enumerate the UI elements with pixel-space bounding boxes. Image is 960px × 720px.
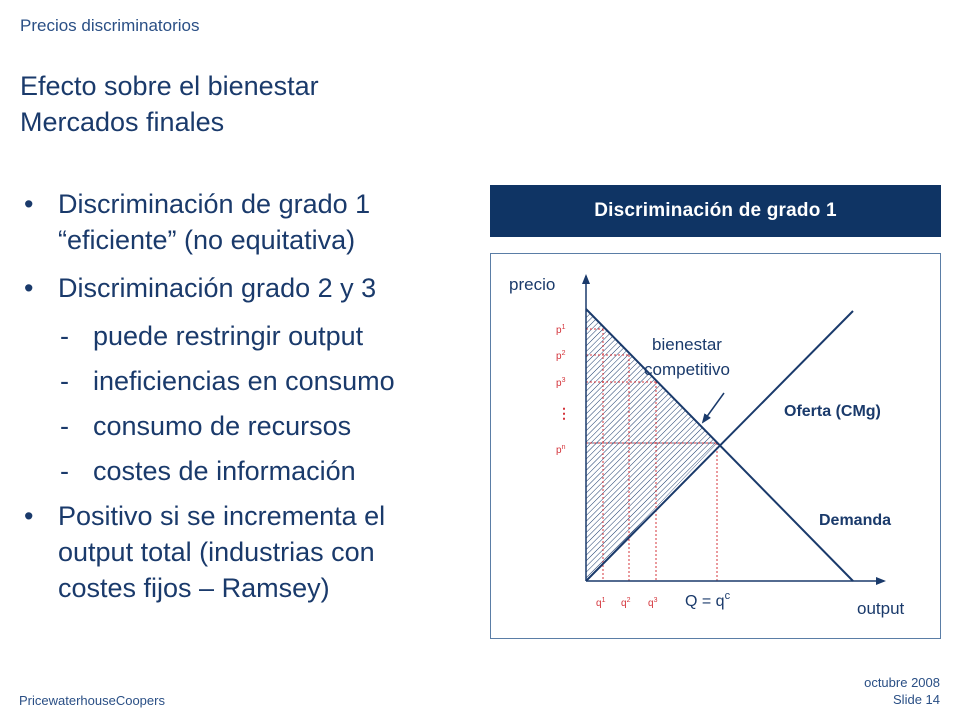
price-label-p3: $p^3$ — [556, 377, 566, 389]
footer-slide-number: Slide 14 — [893, 692, 940, 707]
footer-meta — [864, 674, 940, 708]
diagram-heading: Discriminación de grado 1 — [490, 185, 941, 237]
bullet-item — [20, 186, 480, 258]
title-line-2: Mercados finales — [20, 107, 225, 137]
section-topic: Precios discriminatorios — [20, 16, 200, 35]
bullet-line: • Discriminación de grado 1 — [58, 189, 371, 219]
bullet-list — [20, 186, 480, 618]
welfare-diagram — [491, 254, 940, 638]
supply-label: Oferta (CMg) — [784, 403, 881, 420]
annotation-line-2: competitivo — [644, 360, 730, 379]
x-axis-label: output — [857, 599, 905, 618]
bullet-line: • Positivo si se incrementa el — [58, 501, 386, 531]
demand-label: Demanda — [819, 512, 892, 529]
diagram-panel — [490, 253, 941, 639]
bullet-item — [20, 270, 480, 306]
bullet-line: costes fijos – Ramsey) — [58, 573, 330, 603]
price-ellipsis: ⋮ — [557, 405, 571, 421]
bullet-line: • Discriminación grado 2 y 3 — [58, 273, 377, 303]
footer-company: PricewaterhouseCoopers — [19, 693, 165, 708]
annotation-arrow — [703, 393, 724, 422]
bullet-line: - ineficiencias en consumo — [93, 366, 395, 396]
competitive-quantity-label: $Q = q^c$ — [685, 590, 731, 610]
sub-bullet-item — [20, 408, 480, 444]
sub-bullet-item — [20, 453, 480, 489]
price-label-pn: $p^n$ — [556, 444, 566, 456]
bullet-line: - puede restringir output — [93, 321, 364, 351]
sub-bullet-item — [20, 318, 480, 354]
sub-bullet-item — [20, 363, 480, 399]
annotation-line-1: bienestar — [652, 335, 722, 354]
bullet-line: - costes de información — [93, 456, 356, 486]
slide-title — [20, 68, 319, 140]
price-label-p1: $p^1$ — [556, 324, 566, 336]
price-label-p2: $p^2$ — [556, 350, 566, 362]
quantity-label-q2: $q^2$ — [621, 597, 631, 609]
quantity-label-q3: $q^3$ — [648, 597, 658, 609]
bullet-line: output total (industrias con — [58, 537, 375, 567]
bullet-line: “eficiente” (no equitativa) — [58, 225, 356, 255]
footer-date: octubre 2008 — [864, 675, 940, 690]
quantity-label-q1: $q^1$ — [596, 597, 606, 609]
title-line-1: Efecto sobre el bienestar — [20, 71, 319, 101]
y-axis-label: precio — [509, 275, 556, 294]
bullet-item — [20, 498, 480, 606]
bullet-line: - consumo de recursos — [93, 411, 352, 441]
